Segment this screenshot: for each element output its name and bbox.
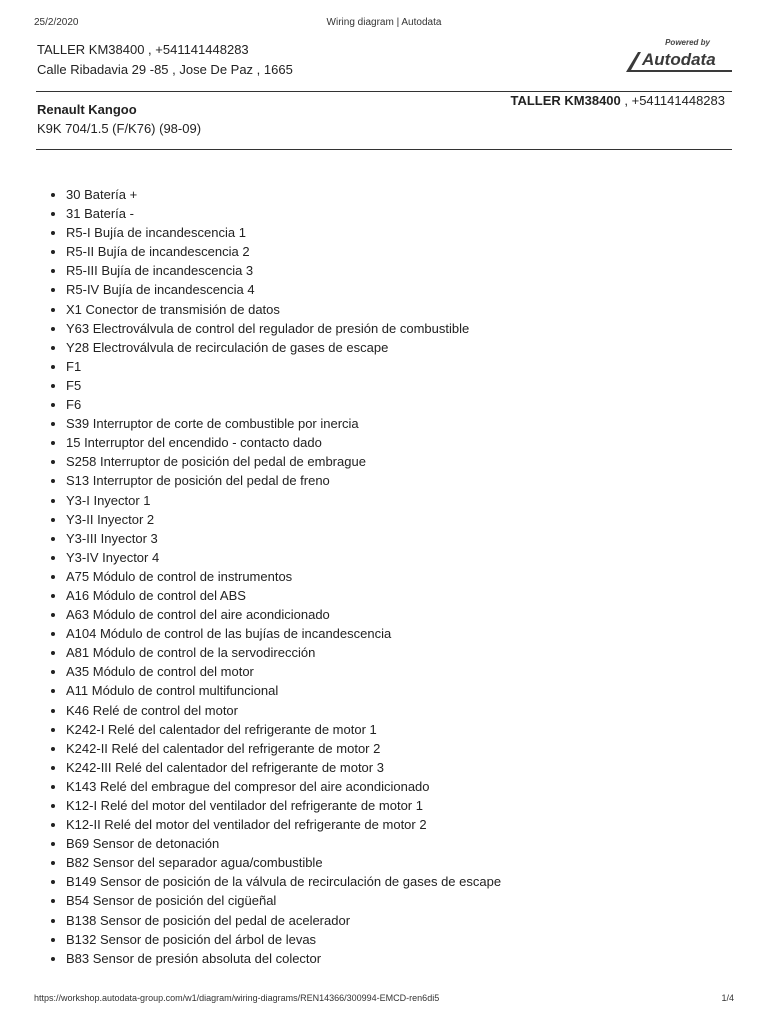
list-item: Y3-II Inyector 2 xyxy=(0,510,501,529)
list-item: B82 Sensor del separador agua/combustible xyxy=(0,853,501,872)
list-item: 30 Batería + xyxy=(0,185,501,204)
divider-top xyxy=(36,91,732,92)
list-item: A35 Módulo de control del motor xyxy=(0,662,501,681)
shop-address: Calle Ribadavia 29 -85 , Jose De Paz , 1665 xyxy=(37,62,293,77)
list-item: A104 Módulo de control de las bujías de incandescencia xyxy=(0,624,501,643)
vehicle-engine: K9K 704/1.5 (F/K76) (98-09) xyxy=(37,121,202,136)
logo-powered-by: Powered by xyxy=(665,38,710,47)
list-item: Y3-IV Inyector 4 xyxy=(0,548,501,567)
component-list xyxy=(0,185,501,968)
list-item: R5-I Bujía de incandescencia 1 xyxy=(0,223,501,242)
shop-right-phone: , +541141448283 xyxy=(620,93,725,108)
list-item: F6 xyxy=(0,395,501,414)
list-item: B132 Sensor de posición del árbol de levas xyxy=(0,930,501,949)
list-item: A63 Módulo de control del aire acondicionado xyxy=(0,605,501,624)
list-item: B69 Sensor de detonación xyxy=(0,834,501,853)
list-item: K143 Relé del embrague del compresor del aire acondicionado xyxy=(0,777,501,796)
print-title: Wiring diagram | Autodata xyxy=(326,17,442,28)
list-item: S13 Interruptor de posición del pedal de freno xyxy=(0,471,501,490)
list-item: A81 Módulo de control de la servodirección xyxy=(0,643,501,662)
list-item: R5-II Bujía de incandescencia 2 xyxy=(0,242,501,261)
list-item: B54 Sensor de posición del cigüeñal xyxy=(0,891,501,910)
print-date: 25/2/2020 xyxy=(34,17,79,28)
list-item: K12-II Relé del motor del ventilador del refrigerante de motor 2 xyxy=(0,815,501,834)
list-item: K242-I Relé del calentador del refrigerante de motor 1 xyxy=(0,720,501,739)
list-item: R5-III Bujía de incandescencia 3 xyxy=(0,261,501,280)
print-url: https://workshop.autodata-group.com/w1/diagram/wiring-diagrams/REN14366/300994-EMCD-ren6di5 xyxy=(34,993,440,1003)
list-item: 15 Interruptor del encendido - contacto dado xyxy=(0,433,501,452)
list-item: K242-II Relé del calentador del refrigerante de motor 2 xyxy=(0,739,501,758)
logo-brand: Autodata xyxy=(642,50,716,69)
list-item: Y63 Electroválvula de control del regulador de presión de combustible xyxy=(0,319,501,338)
list-item: X1 Conector de transmisión de datos xyxy=(0,300,501,319)
list-item: K242-III Relé del calentador del refrigerante de motor 3 xyxy=(0,758,501,777)
list-item: A16 Módulo de control del ABS xyxy=(0,586,501,605)
list-item: A11 Módulo de control multifuncional xyxy=(0,681,501,700)
list-item: B83 Sensor de presión absoluta del colector xyxy=(0,949,501,968)
list-item: Y3-III Inyector 3 xyxy=(0,529,501,548)
shop-name-phone: TALLER KM38400 , +541141448283 xyxy=(37,42,249,57)
list-item: K46 Relé de control del motor xyxy=(0,701,501,720)
list-item: B138 Sensor de posición del pedal de acelerador xyxy=(0,911,501,930)
list-item: Y28 Electroválvula de recirculación de gases de escape xyxy=(0,338,501,357)
list-item: 31 Batería - xyxy=(0,204,501,223)
shop-right xyxy=(510,93,725,108)
list-item: R5-IV Bujía de incandescencia 4 xyxy=(0,280,501,299)
page-number: 1/4 xyxy=(721,993,734,1003)
list-item: K12-I Relé del motor del ventilador del refrigerante de motor 1 xyxy=(0,796,501,815)
list-item: B149 Sensor de posición de la válvula de recirculación de gases de escape xyxy=(0,872,501,891)
list-item: S258 Interruptor de posición del pedal de embrague xyxy=(0,452,501,471)
shop-right-name: TALLER KM38400 xyxy=(510,93,621,108)
list-item: Y3-I Inyector 1 xyxy=(0,491,501,510)
autodata-logo xyxy=(624,38,734,76)
divider-bottom xyxy=(36,149,732,150)
list-item: A75 Módulo de control de instrumentos xyxy=(0,567,501,586)
vehicle-name: Renault Kangoo xyxy=(37,102,137,117)
list-item: S39 Interruptor de corte de combustible por inercia xyxy=(0,414,501,433)
shop-info xyxy=(37,40,293,80)
list-item: F1 xyxy=(0,357,501,376)
list-item: F5 xyxy=(0,376,501,395)
